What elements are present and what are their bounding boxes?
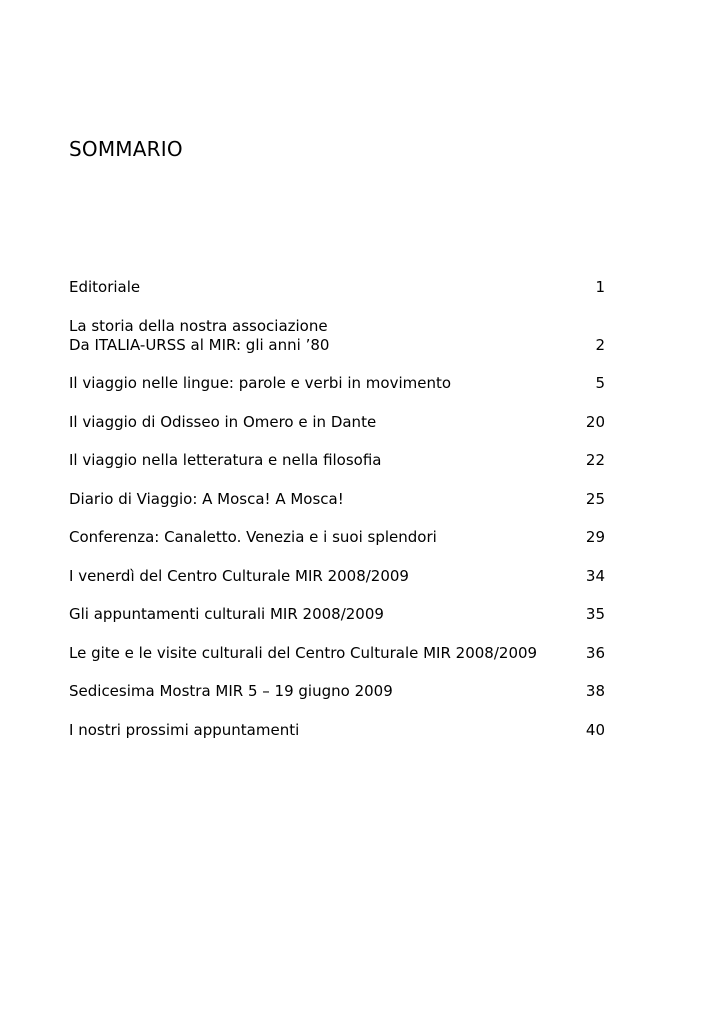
toc-page-number: 2 — [595, 335, 605, 354]
toc-page-number: 35 — [585, 605, 605, 623]
toc-entry — [69, 644, 605, 663]
toc-page-number: 34 — [585, 566, 605, 585]
toc-page-number: 20 — [585, 412, 605, 431]
toc-entry — [69, 451, 605, 470]
toc-entry-title — [69, 644, 605, 663]
toc-entry-line: Il viaggio nelle lingue: parole e verbi in movimento — [69, 374, 452, 392]
toc-entry — [69, 721, 605, 740]
toc-page-number: 5 — [595, 374, 605, 392]
table-of-contents — [69, 278, 605, 740]
toc-page-number: 25 — [585, 489, 605, 508]
toc-entry-title — [69, 451, 605, 470]
toc-entry-line: Gli appuntamenti culturali MIR 2008/2009 — [69, 605, 384, 623]
toc-entry-line: Diario di Viaggio: A Mosca! A Mosca! — [69, 489, 344, 508]
toc-entry — [69, 605, 605, 624]
toc-entry-title — [69, 413, 605, 432]
toc-entry-line: Da ITALIA-URSS al MIR: gli anni ’80 — [69, 335, 330, 354]
toc-page-number: 1 — [595, 278, 605, 296]
toc-entry — [69, 567, 605, 586]
toc-entry-title — [69, 374, 605, 393]
toc-entry-line: I nostri prossimi appuntamenti — [69, 720, 300, 739]
toc-entry — [69, 490, 605, 509]
toc-entry-line: I venerdì del Centro Culturale MIR 2008/2009 — [69, 566, 409, 585]
toc-entry-line: Il viaggio di Odisseo in Omero e in Dante — [69, 412, 377, 431]
toc-entry — [69, 528, 605, 547]
toc-entry-line: La storia della nostra associazione — [69, 316, 328, 335]
toc-entry — [69, 374, 605, 393]
toc-entry-title — [69, 721, 605, 740]
toc-entry-title — [69, 278, 605, 297]
toc-entry-line: Le gite e le visite culturali del Centro Culturale MIR 2008/2009 — [69, 643, 538, 662]
toc-entry-title — [69, 567, 605, 586]
toc-page-number: 38 — [585, 682, 605, 700]
toc-entry-title — [69, 490, 605, 509]
toc-entry — [69, 682, 605, 701]
page-title: SOMMARIO — [69, 137, 183, 161]
toc-entry-title — [69, 605, 605, 624]
toc-page-number: 22 — [585, 451, 605, 469]
toc-entry — [69, 413, 605, 432]
toc-entry — [69, 278, 605, 297]
toc-entry-title — [69, 317, 605, 355]
toc-entry-line: Sedicesima Mostra MIR 5 – 19 giugno 2009 — [69, 682, 393, 700]
toc-entry-title — [69, 528, 605, 547]
toc-entry-title — [69, 682, 605, 701]
toc-entry — [69, 317, 605, 355]
toc-page-number: 40 — [585, 720, 605, 739]
toc-page-number: 29 — [585, 528, 605, 546]
toc-entry-line: Conferenza: Canaletto. Venezia e i suoi splendori — [69, 528, 437, 546]
toc-entry-line: Editoriale — [69, 278, 141, 296]
toc-entry-line: Il viaggio nella letteratura e nella filosofia — [69, 451, 382, 469]
toc-page-number: 36 — [585, 643, 605, 662]
